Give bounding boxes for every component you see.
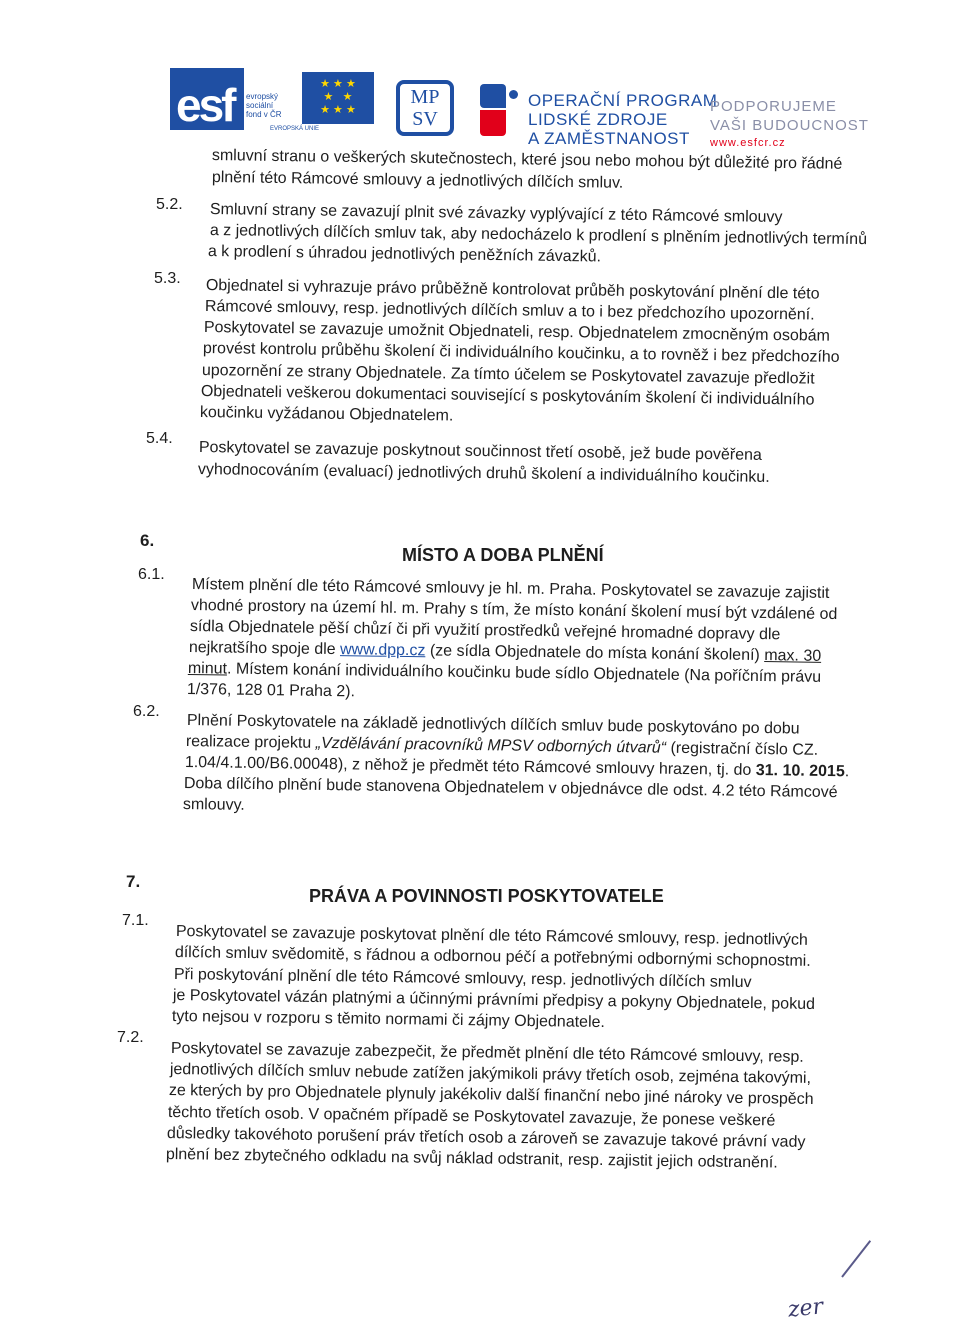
clause-6-1-line: sídla Objednatele pěší chůzí či při využití prostředků veřejné hromadné dopravy dle [189, 618, 781, 644]
mpsv-logo: MP SV [396, 80, 454, 136]
clause-6-1-line: 1/376, 128 01 Praha 2). [186, 681, 356, 701]
section-6-number: 6. [140, 531, 155, 550]
clause-5-4-line: Poskytovatel se zavazuje poskytnout součinnost třetí osobě, jež bude pověřena [198, 439, 762, 464]
clause-number: 7.1. [122, 912, 149, 929]
esf-logo-caption: evropský sociální fond v ČR [246, 92, 282, 119]
clause-6-2-line: realizace projektu „Vzdělávání pracovníků MPSV odborných útvarů“ (registrační číslo CZ. [185, 733, 819, 759]
clause-7-2-line: Poskytovatel se zavazuje zabezpečit, že předmět plnění dle této Rámcové smlouvy, resp. [170, 1040, 804, 1066]
clause-number: 6.1. [138, 566, 165, 583]
clause-7-2-line: těchto třetích osob. V opačném případě se Poskytovatel zavazuje, že ponese veškeré [167, 1104, 776, 1130]
eu-caption: EVROPSKÁ UNIE [270, 126, 320, 132]
section-7-number: 7. [126, 872, 141, 891]
clause-7-1-line: je Poskytovatel vázán platnými a účinnými právními předpisy a pokyny Objednatele, pokud [172, 987, 816, 1013]
clause-5-2-line: Smluvní strany se zavazují plnit své závazky vyplývající z této Rámcové smlouvy [209, 201, 783, 226]
clause-7-1-line: Poskytovatel se zavazuje poskytovat plnění dle této Rámcové smlouvy, resp. jednotlivých [175, 923, 808, 949]
clause-6-2-line: smlouvy. [182, 796, 245, 814]
clause-7-2-line: plnění bez zbytečného odkladu na svůj náklad odstranit, resp. zajistit jejich odstranění. [165, 1146, 778, 1172]
clause-number: 5.3. [154, 270, 181, 287]
clause-5-3-line: upozornění ze strany Objednatele. Za tímto účelem se Poskytovatel zavazuje předložit [201, 362, 815, 388]
section5-intro-line: smluvní stranu o veškerých skutečnostech, které jsou nebo mohou být důležité pro řádné [211, 147, 843, 173]
section5-intro-line: plnění této Rámcové smlouvy a jednotlivých dílčích smluv. [211, 169, 624, 192]
clause-7-2-line: ze kterých by pro Objednatele plynuly jakékoliv další finanční nebo jiné nároky ve prospěch [168, 1082, 814, 1109]
clause-7-2-line: důsledky takovéhoto porušení práv třetích osob a zároveň se zavazuje takové právní vady [166, 1125, 806, 1151]
clause-7-1-line: tyto nejsou v rozporu s těmito normami či zájmy Objednatele. [171, 1008, 606, 1032]
esf-website: www.esfcr.cz [710, 137, 786, 149]
clause-number: 7.2. [117, 1029, 144, 1046]
clause-6-2-line: Doba dílčího plnění bude stanovena Objednatelem v objednávce dle odst. 4.2 této Rámcové [183, 775, 838, 802]
clause-7-2-line: jednotlivých dílčích smluv nebude zatížen jakýmikoli právy třetích osob, zejména takovými, [169, 1061, 812, 1087]
support-slogan: PODPORUJEME VAŠI BUDOUCNOST [710, 98, 869, 134]
clause-6-2-line: 1.04/4.1.00/B6.00048), z něhož je předmět této Rámcové smlouvy hrazen, tj. do 31. 10. 2015. [184, 754, 850, 781]
op-program-title: OPERAČNÍ PROGRAM LIDSKÉ ZDROJE A ZAMĚSTNANOST [528, 91, 718, 148]
esf-logo [170, 68, 375, 132]
clause-5-3-line: Poskytovatel se zavazuje umožnit Objednateli, resp. Objednatelem zmocněným osobám [203, 319, 831, 345]
op-lzz-logo-icon [480, 84, 520, 136]
clause-6-1-line: minut. Místem konání individuálního koučinku bude sídlo Objednatele (Na poříčním právu [187, 660, 822, 686]
clause-6-1-line: nejkratšího spoje dle www.dpp.cz (ze sídla Objednatele do místa konání školení) max. 30 [188, 639, 822, 665]
signature-stroke [841, 1240, 871, 1277]
clause-5-2-line: a z jednotlivých dílčích smluv tak, aby nedocházelo k prodlení s plněním jednotlivých termínů [209, 222, 868, 249]
clause-5-3-line: koučinku vyžádanou Objednatelem. [199, 404, 454, 425]
clause-7-1-line: dílčích smluv svědomitě, s řádnou a odbornou péčí a potřebnými odbornými schopnostmi. [174, 944, 811, 970]
clause-5-3-line: Objednateli veškerou dokumentaci související s poskytováním školení či individuálního [200, 383, 815, 409]
clause-5-3-line: Objednatel si vyhrazuje právo průběžně kontrolovat průběh poskytování plnění dle této [205, 277, 820, 303]
clause-5-3-line: provést kontrolu průběhu školení či individuálního koučinku, a to rovněž i bez předchozího [202, 340, 840, 366]
esf-logo-letters: esf [176, 79, 234, 131]
clause-7-1-line: Při poskytování plnění dle této Rámcové smlouvy, resp. jednotlivých dílčích smluv [173, 966, 752, 992]
section-7-title: PRÁVA A POVINNOSTI POSKYTOVATELE [309, 886, 664, 906]
clause-number: 6.2. [133, 703, 160, 720]
clause-5-3-line: Rámcové smlouvy, resp. jednotlivých dílčích smluv a to i bez předchozího upozornění. [204, 298, 815, 324]
clause-number: 5.4. [146, 430, 173, 447]
clause-6-1-line: vhodné prostory na území hl. m. Prahy s tím, že místo konání školení musí být vzdálené od [190, 597, 838, 624]
clause-6-1-line: Místem plnění dle této Rámcové smlouvy je hl. m. Praha. Poskytovatel se zavazuje zajistit [191, 576, 830, 602]
clause-5-2-line: a k prodlení s úhradou jednotlivých peněžních závazků. [207, 243, 602, 266]
clause-number: 5.2. [156, 196, 183, 213]
clause-6-2-line: Plnění Poskytovatele na základě jednotlivých dílčích smluv bude poskytováno po dobu [186, 712, 800, 738]
clause-5-4-line: vyhodnocováním (evaluací) jednotlivých druhů školení a individuálního koučinku. [197, 461, 770, 486]
eu-flag-icon: ★ ★ ★ ★ ★ ★ ★ ★ [302, 72, 374, 124]
section-6-title: MÍSTO A DOBA PLNĚNÍ [402, 545, 604, 565]
dpp-link[interactable]: www.dpp.cz [339, 641, 426, 660]
signature-initials: zer [786, 1294, 825, 1323]
